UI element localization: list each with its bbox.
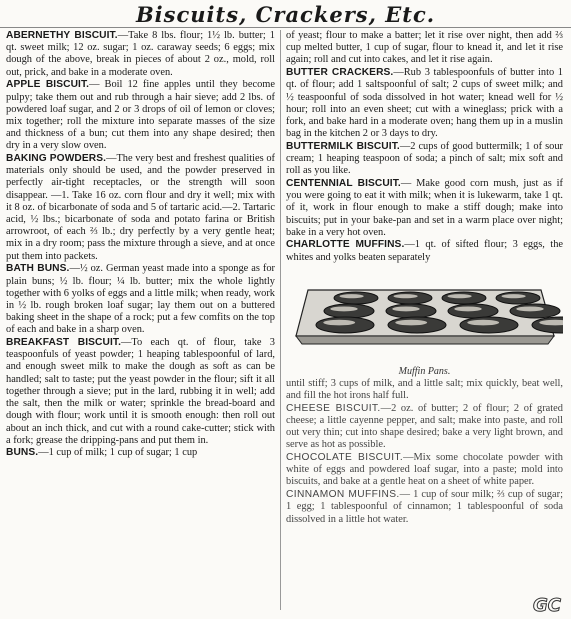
recipe-name: CHEESE BISCUIT. (286, 402, 381, 414)
recipe-text: —1 qt. of sifted flour; 3 eggs, the whites and yolks beaten separately (286, 239, 563, 263)
recipe-name: CENTENNIAL BISCUIT. (286, 177, 401, 189)
recipe-text: — 1 cup of sour milk; ⅔ cup of sugar; 1 egg; 1 tablespoonful of cinnamon; 1 tablespoonful of soda dissolved in a little hot water. (286, 489, 563, 525)
left-column (6, 30, 275, 460)
right-column-bottom (286, 378, 563, 526)
recipe-text: —½ oz. German yeast made into a sponge as for plain buns; ½ lb. flour; ¼ lb. butter; mix the whole lightly together with 6 yolks of eggs and a little milk; when ready, work in ½ lb. rough broken loaf sugar; lay them out on a buttered baking sheet in the shape of a rock; put a few comfits on the top of each and bake in a sharp oven. (6, 263, 275, 336)
recipe-name: APPLE BISCUIT. (6, 79, 90, 91)
muffin-pans-illustration (286, 266, 563, 378)
recipe-name: BUTTERMILK BISCUIT. (286, 140, 400, 152)
recipe-entry (6, 30, 275, 79)
recipe-name: ABERNETHY BISCUIT. (6, 30, 118, 41)
gc-watermark-logo (531, 593, 565, 615)
muffin-pan-icon (286, 266, 563, 366)
recipe-name: BREAKFAST BISCUIT. (6, 337, 121, 349)
svg-text:GC: GC (533, 595, 561, 615)
recipe-name: BUTTER CRACKERS. (286, 67, 394, 79)
recipe-text: —2 cups of good buttermilk; 1 of sour cream; 1 heaping teaspoon of soda; a pinch of salt; mix soft and roll as you like. (286, 140, 563, 177)
right-column-top (286, 30, 563, 264)
recipe-entry (286, 452, 563, 489)
recipe-text: —To each qt. of flour, take 3 teaspoonfuls of yeast powder; 1 heaping tablespoonful of lard, and enough sweet milk to make the dough as soft as can be handled; salt to taste; put the yeast powder in the flour; sift it all together through a sieve; put in the lard, rubbing it in well; add the salt, then the milk or water; sprinkle the bread-board and dough with flour; work until it is smooth enough: then roll out about an inch thick, and cut with a round cake-cutter; stick with a fork; grease the dripping-pans and put them in. (6, 337, 275, 446)
recipe-entry (6, 263, 275, 336)
recipe-entry (286, 30, 563, 67)
recipe-text: —2 oz. of butter; 2 of flour; 2 of grated cheese; a little cayenne pepper, and salt; make into paste, and roll out very thin; cut into shape desired; bake a very light brown, and serve as hot as possible. (286, 402, 563, 451)
illustration-caption: Muffin Pans. (398, 365, 451, 377)
right-column (286, 30, 563, 526)
recipe-entry (6, 447, 275, 459)
recipe-entry (286, 378, 563, 402)
recipe-text: —1 cup of milk; 1 cup of sugar; 1 cup (38, 447, 198, 459)
recipe-text: —Mix some chocolate powder with white of eggs and powdered loaf sugar, into a paste; mold into biscuits, and bake at a gentle heat on a sheet of white paper. (286, 452, 563, 488)
column-divider (280, 30, 281, 610)
recipe-name: CHARLOTTE MUFFINS. (286, 239, 405, 251)
recipe-name: BAKING POWDERS. (6, 153, 107, 165)
recipe-name: CHOCOLATE BISCUIT. (286, 452, 404, 464)
recipe-entry (286, 141, 563, 178)
recipe-name: BUNS. (6, 447, 39, 459)
recipe-text: until stiff; 3 cups of milk, and a little salt; mix quickly, beat well, and fill the hot irons half full. (286, 377, 563, 402)
recipe-entry (6, 79, 275, 152)
recipe-text: —The very best and freshest qualities of materials only should be used, and the powder preserved in perfectly air-tight receptacles, or the strength will soon disappear. —1. Take 16 oz. corn flour and dry it well; mix with it 8 oz. of bicarbonate of soda and 5 of tartaric acid.—2. Tartaric acid, ½ lbs.; bicarbonate of soda and potato farina or British arrowroot, of each ⅔ lb.; dry perfectly by a very gentle heat; mix in a dry room; pass the mixture through a sieve, and at once put them into packets. (6, 153, 275, 262)
recipe-entry (286, 239, 563, 263)
recipe-text: —Rub 3 tablespoonfuls of butter into 1 qt. of flour; add 1 saltspoonful of salt; 2 cups of sweet milk; and ½ teaspoonful of soda dissolved in hot water; knead well for ½ hour; roll into an even sheet; cut with a wineglass; prick with a fork, and bake hard in a moderate oven; hang them up in a muslin bag in the kitchen 2 or 3 days to dry. (286, 67, 563, 140)
recipe-entry (286, 489, 563, 526)
recipe-text: — Make good corn mush, just as if you were going to eat it with milk; when it is lukewarm, take 1 qt. of it, work in flour enough to make a stiff dough; make into biscuits; put in your bake-pan and set in a warm place over night; bake in a very hot oven. (286, 177, 563, 238)
recipe-entry (286, 67, 563, 140)
recipe-text: of yeast; flour to make a batter; let it rise over night, then add ⅔ cup melted butter, 1 cup of sugar, flour to knead it, and let it rise again; roll and cut into cakes, and let it rise again. (286, 30, 563, 66)
title-rule (0, 27, 571, 28)
recipe-text: —Take 8 lbs. flour; 1½ lb. butter; 1 qt. sweet milk; 12 oz. sugar; 1 oz. caraway seeds; 6 eggs; mix dough of the above, break in pieces of about 2 oz., mold, roll out, prick, and bake in a moderate oven. (6, 30, 275, 78)
recipe-name: BATH BUNS. (6, 263, 70, 275)
recipe-text: — Boil 12 fine apples until they become pulpy; take them out and rub through a hair sieve; add 2 lbs. of powdered loaf sugar, and 2 or 3 drops of oil of lemon or cloves; mix together; roll the mixture into separate masses of the size and thickness of a bun; cut them into any shape desired; then dry in a very slow oven. (6, 79, 275, 152)
recipe-entry (6, 153, 275, 263)
recipe-entry (286, 178, 563, 239)
recipe-entry (6, 337, 275, 447)
recipe-name: CINNAMON MUFFINS. (286, 489, 400, 501)
recipe-entry (286, 403, 563, 452)
page-title: Biscuits, Crackers, Etc. (135, 2, 436, 27)
